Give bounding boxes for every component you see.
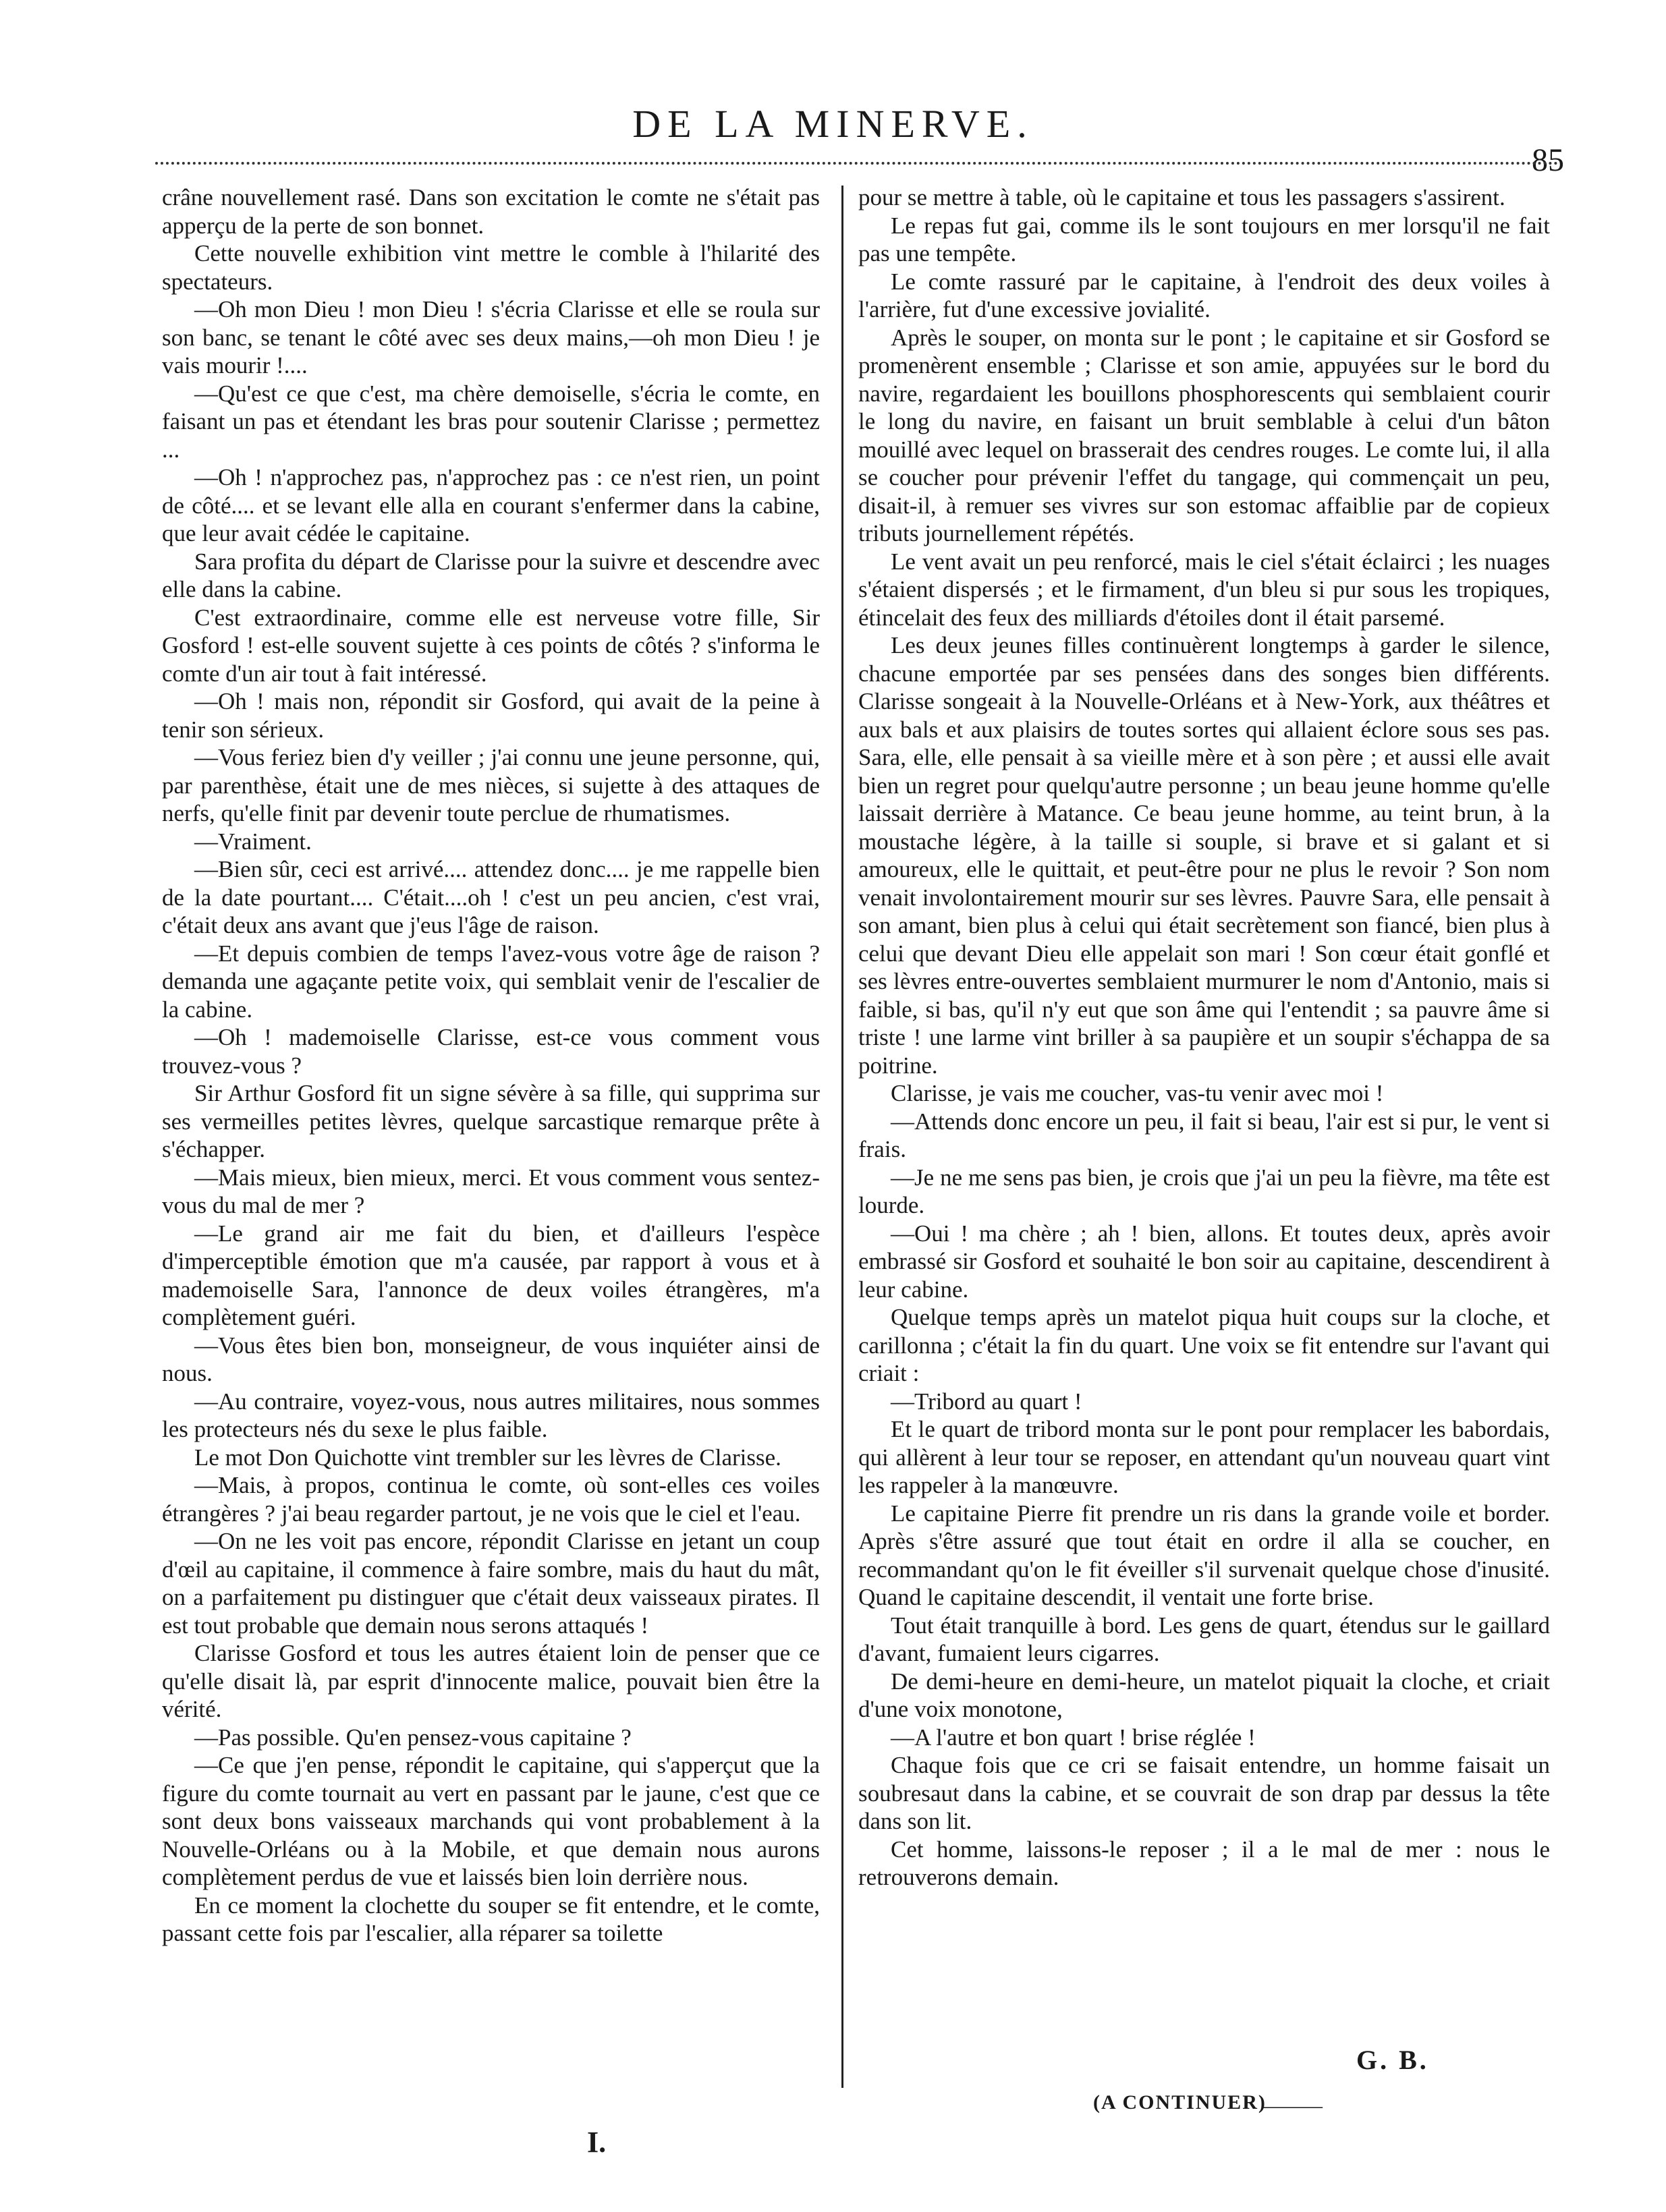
paragraph: —Oh mon Dieu ! mon Dieu ! s'écria Clarisse et elle se roula sur son banc, se tenant le côté avec ses deux mains,—oh mon Dieu ! je vais mourir !.... — [162, 296, 820, 378]
paragraph: —Et depuis combien de temps l'avez-vous votre âge de raison ? demanda une agaçante petite voix, qui semblait venir de l'escalier de la cabine. — [162, 940, 820, 1023]
paragraph: —Pas possible. Qu'en pensez-vous capitaine ? — [194, 1724, 632, 1751]
paragraph: Tout était tranquille à bord. Les gens de quart, étendus sur le gaillard d'avant, fumaient leurs cigarres. — [858, 1612, 1550, 1666]
signature-footer: I. — [587, 2126, 607, 2159]
paragraph: —Bien sûr, ceci est arrivé.... attendez donc.... je me rappelle bien de la date pourtant.... C'était....oh ! c'est un peu ancien, c'est vrai, c'était deux ans avant que j'eus l'âge de raison. — [162, 856, 820, 938]
paragraph: Le repas fut gai, comme ils le sont toujours en mer lorsqu'il ne fait pas une tempête. — [858, 212, 1550, 266]
continuation-note: (A CONTINUER) — [1093, 2091, 1267, 2114]
paragraph: De demi-heure en demi-heure, un matelot piquait la cloche, et criait d'une voix monotone, — [858, 1668, 1550, 1722]
paragraph: —A l'autre et bon quart ! brise réglée ! — [891, 1724, 1256, 1751]
paragraph: —Le grand air me fait du bien, et d'ailleurs l'espèce d'imperceptible émotion que m'a causée, par rapport à vous et à mademoiselle Sara, l'annonce de deux voiles étrangères, m'a complètement guéri. — [162, 1220, 820, 1330]
paragraph: —Oh ! mais non, répondit sir Gosford, qui avait de la peine à tenir son sérieux. — [162, 688, 820, 743]
paragraph: Cet homme, laissons-le reposer ; il a le mal de mer : nous le retrouverons demain. — [858, 1836, 1550, 1890]
paragraph: —Ce que j'en pense, répondit le capitaine, qui s'apperçut que la figure du comte tournait au vert en passant par le jaune, c'est que ce sont deux bons vaisseaux marchands qui vont probablement à la Nouvelle-Orléans ou à la Mobile, et que demain nous aurons complètement perdus de vue et laissés bien loin derrière nous. — [162, 1752, 820, 1890]
paragraph: C'est extraordinaire, comme elle est nerveuse votre fille, Sir Gosford ! est-elle souvent sujette à ces points de côtés ? s'informa le comte d'un air tout à fait intéressé. — [162, 604, 820, 687]
author-signature: G. B. — [1356, 2045, 1429, 2075]
paragraph: crâne nouvellement rasé. Dans son excitation le comte ne s'était pas apperçu de la perte de son bonnet. — [162, 184, 820, 239]
paragraph: Le vent avait un peu renforcé, mais le ciel s'était éclairci ; les nuages s'étaient dispersés ; et le firmament, d'un bleu si pur sous les tropiques, étincelait des feux des milliards d'étoiles dont il était parsemé. — [858, 548, 1550, 631]
paragraph: Le capitaine Pierre fit prendre un ris dans la grande voile et border. Après s'être assuré que tout était en ordre il alla se coucher, en recommandant qu'on le fit éveiller s'il survenait quelque chose d'inusité. Quand le capitaine descendit, il ventait une forte brise. — [858, 1500, 1550, 1610]
paragraph: —Mais mieux, bien mieux, merci. Et vous comment vous sentez-vous du mal de mer ? — [162, 1164, 820, 1218]
column-divider — [841, 186, 843, 2088]
paragraph: —On ne les voit pas encore, répondit Clarisse en jetant un coup d'œil au capitaine, il commence à faire sombre, mais du haut du mât, on a parfaitement pu distinguer que c'était deux vaisseaux pirates. Il est tout probable que demain nous serons attaqués ! — [162, 1528, 820, 1639]
paragraph: Sara profita du départ de Clarisse pour la suivre et descendre avec elle dans la cabine. — [162, 548, 820, 602]
paragraph: En ce moment la clochette du souper se fit entendre, et le comte, passant cette fois par l'escalier, alla réparer sa toilette — [162, 1892, 820, 1946]
paragraph: —Au contraire, voyez-vous, nous autres militaires, nous sommes les protecteurs nés du sexe le plus faible. — [162, 1388, 820, 1442]
paragraph: —Je ne me sens pas bien, je crois que j'ai un peu la fièvre, ma tête est lourde. — [858, 1164, 1550, 1218]
paragraph: —Vous feriez bien d'y veiller ; j'ai connu une jeune personne, qui, par parenthèse, était une de mes nièces, si sujette à des attaques de nerfs, qu'elle finit par devenir toute perclue de rhumatismes. — [162, 744, 820, 826]
right-column — [858, 183, 1550, 1892]
paragraph: pour se mettre à table, où le capitaine et tous les passagers s'assirent. — [858, 184, 1505, 210]
paragraph: —Qu'est ce que c'est, ma chère demoiselle, s'écria le comte, en faisant un pas et étendant les bras pour soutenir Clarisse ; permettez ... — [162, 380, 820, 463]
header-rule — [155, 162, 1559, 165]
paragraph: —Oh ! mademoiselle Clarisse, est-ce vous comment vous trouvez-vous ? — [162, 1024, 820, 1079]
page-title: DE LA MINERVE. — [632, 102, 1034, 146]
paragraph: Clarisse Gosford et tous les autres étaient loin de penser que ce qu'elle disait là, par esprit d'innocente malice, pouvait bien être la vérité. — [162, 1640, 820, 1722]
dash-ornament: ——— — [1262, 2095, 1323, 2117]
paragraph: —Tribord au quart ! — [891, 1388, 1082, 1415]
paragraph: Cette nouvelle exhibition vint mettre le comble à l'hilarité des spectateurs. — [162, 240, 820, 295]
paragraph: —Vous êtes bien bon, monseigneur, de vous inquiéter ainsi de nous. — [162, 1332, 820, 1386]
left-column — [162, 183, 820, 1948]
paragraph: Le mot Don Quichotte vint trembler sur les lèvres de Clarisse. — [194, 1444, 781, 1471]
paragraph: —Oh ! n'approchez pas, n'approchez pas : ce n'est rien, un point de côté.... et se levant elle alla en courant s'enfermer dans la cabine, que leur avait cédée le capitaine. — [162, 464, 820, 546]
paragraph: Et le quart de tribord monta sur le pont pour remplacer les babordais, qui allèrent à leur tour se reposer, en attendant qu'un nouveau quart vint les rappeler à la manœuvre. — [858, 1416, 1550, 1498]
paragraph: Le comte rassuré par le capitaine, à l'endroit des deux voiles à l'arrière, fut d'une excessive jovialité. — [858, 268, 1550, 322]
paragraph: —Oui ! ma chère ; ah ! bien, allons. Et toutes deux, après avoir embrassé sir Gosford et souhaité le bon soir au capitaine, descendirent à leur cabine. — [858, 1220, 1550, 1303]
paragraph: —Attends donc encore un peu, il fait si beau, l'air est si pur, le vent si frais. — [858, 1108, 1550, 1162]
paragraph: Chaque fois que ce cri se faisait entendre, un homme faisait un soubresaut dans la cabine, et se couvrait de son drap par dessus la tête dans son lit. — [858, 1752, 1550, 1834]
paragraph: Quelque temps après un matelot piqua huit coups sur la cloche, et carillonna ; c'était la fin du quart. Une voix se fit entendre sur l'avant qui criait : — [858, 1304, 1550, 1386]
paragraph: Les deux jeunes filles continuèrent longtemps à garder le silence, chacune emportée par ses pensées dans des songes bien différents. Clarisse songeait à la Nouvelle-Orléans et à New-York, aux théâtres et aux bals et aux plaisirs de toutes sortes qui allaient éclore sous ses pas. Sara, elle, elle pensait à sa vieille mère et à son père ; et aussi elle avait bien un regret pour quelqu'autre personne ; un beau jeune homme qu'elle laissait derrière à Matance. Ce beau jeune homme, au teint brun, à la moustache légère, à la taille si souple, si brave et si galant et si amoureux, elle le quittait, et peut-être pour ne plus le revoir ? Son nom venait involontairement mourir sur ses lèvres. Pauvre Sara, elle pensait à son amant, bien plus à celui qui était secrètement son fiancé, bien plus à celui que devant Dieu elle appelait son mari ! Son cœur était gonflé et ses lèvres entre-ouvertes semblaient murmurer le nom d'Antonio, mais si faible, si bas, qu'il n'y eut que son âme qui l'entendit ; sa pauvre âme si triste ! une larme vint briller à sa paupière et un soupir s'échappa de sa poitrine. — [858, 632, 1550, 1079]
paragraph: —Vraiment. — [194, 828, 312, 855]
paragraph: —Mais, à propos, continua le comte, où sont-elles ces voiles étrangères ? j'ai beau regarder partout, je ne vois que le ciel et l'eau. — [162, 1472, 820, 1527]
paragraph: Clarisse, je vais me coucher, vas-tu venir avec moi ! — [891, 1080, 1384, 1106]
paragraph: Sir Arthur Gosford fit un signe sévère à sa fille, qui supprima sur ses vermeilles petites lèvres, quelque sarcastique remarque prête à s'échapper. — [162, 1080, 820, 1162]
page-number: 85 — [1532, 142, 1564, 178]
paragraph: Après le souper, on monta sur le pont ; le capitaine et sir Gosford se promenèrent ensemble ; Clarisse et son amie, appuyées sur le bord du navire, regardaient les bouillons phosphorescents qui semblaient courir le long du navire, en faisant un bruit semblable à celui d'un bâton mouillé avec lequel on brasserait des cendres rouges. Le comte lui, il alla se coucher pour prévenir l'effet du tangage, qui commençait un peu, disait-il, à remuer ses vivres sur son estomac affaiblie par de copieux tributs journellement répétés. — [858, 324, 1550, 546]
